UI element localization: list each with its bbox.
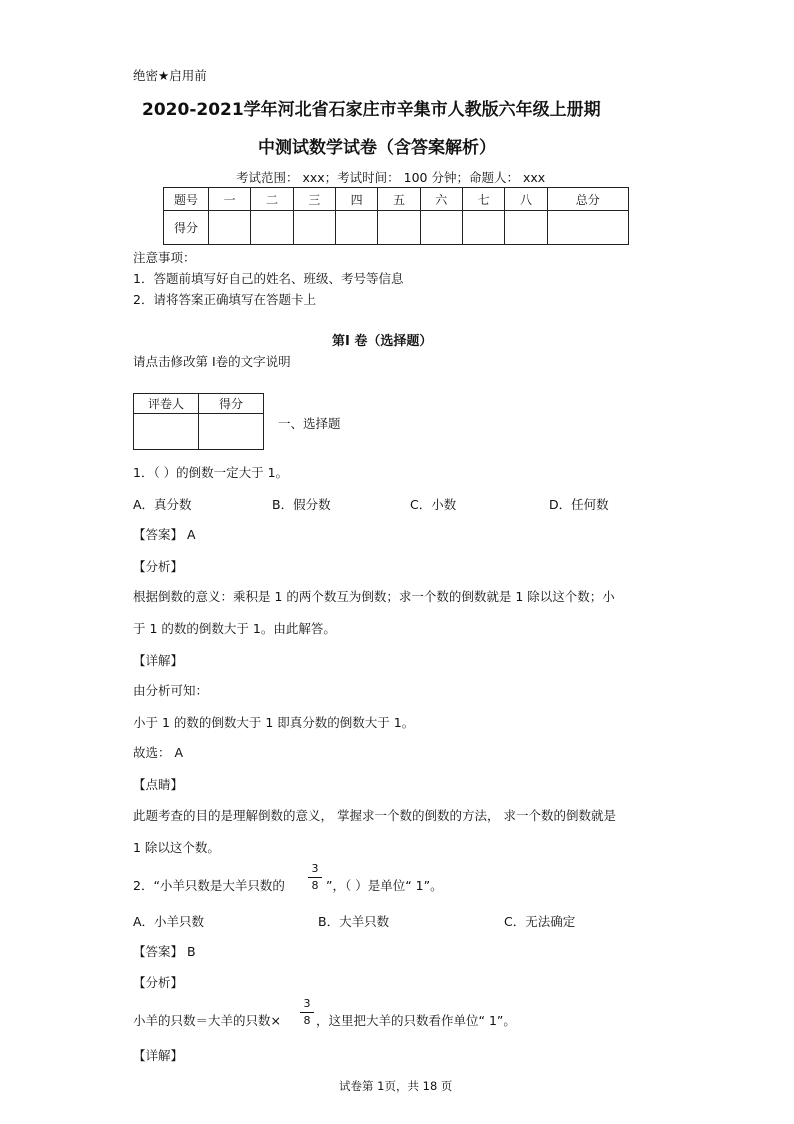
score-cell bbox=[505, 211, 547, 245]
question-stem-cont: ”，（ ）是单位“ 1”。 bbox=[326, 878, 443, 893]
answer-label: 【答案】 A bbox=[133, 527, 196, 542]
exam-info: 考试范围： xxx；考试时间： 100 分钟；命题人： xxx bbox=[236, 170, 546, 185]
score-cell bbox=[462, 211, 504, 245]
option-a: A．小羊只数 bbox=[133, 914, 205, 929]
part-title: 一、选择题 bbox=[278, 416, 341, 431]
score-cell bbox=[251, 211, 293, 245]
volume-note: 请点击修改第 Ⅰ卷的文字说明 bbox=[133, 354, 291, 369]
answer-label: 【答案】 B bbox=[133, 944, 196, 959]
confidential-label: 绝密★启用前 bbox=[133, 68, 207, 83]
fraction-denominator: 8 bbox=[303, 1014, 311, 1027]
option-c: C．小数 bbox=[410, 497, 457, 512]
fraction-numerator: 3 bbox=[303, 997, 311, 1010]
grader-header-cell: 评卷人 bbox=[134, 394, 199, 414]
grader-cell bbox=[199, 414, 264, 450]
score-cell bbox=[420, 211, 462, 245]
score-table-header-cell: 总分 bbox=[547, 188, 628, 211]
question-stem: 2．“小羊只数是大羊只数的 bbox=[133, 878, 285, 893]
score-table-row-label: 得分 bbox=[164, 211, 209, 245]
option-d: D．任何数 bbox=[549, 497, 609, 512]
detail-heading: 【详解】 bbox=[133, 653, 184, 668]
score-cell bbox=[209, 211, 251, 245]
analysis-text: 小羊的只数＝大羊的只数× bbox=[133, 1013, 281, 1028]
grader-table bbox=[133, 393, 264, 450]
score-cell bbox=[335, 211, 377, 245]
page-subtitle: 中测试数学试卷（含答案解析） bbox=[258, 138, 496, 158]
score-table-header-cell: 三 bbox=[293, 188, 335, 211]
score-table-header-cell: 五 bbox=[378, 188, 420, 211]
analysis-heading: 【分析】 bbox=[133, 975, 184, 990]
comment-heading: 【点睛】 bbox=[133, 777, 184, 792]
fraction-denominator: 8 bbox=[311, 879, 319, 892]
question-stem: 1．（ ）的倒数一定大于 1。 bbox=[133, 465, 289, 480]
comment-text: 此题考查的目的是理解倒数的意义， 掌握求一个数的倒数的方法， 求一个数的倒数就是 bbox=[133, 808, 616, 823]
score-table-header-cell: 六 bbox=[420, 188, 462, 211]
option-b: B．大羊只数 bbox=[318, 914, 390, 929]
score-table-header-cell: 八 bbox=[505, 188, 547, 211]
comment-text: 1 除以这个数。 bbox=[133, 840, 220, 855]
score-table bbox=[163, 187, 629, 245]
volume-title: 第Ⅰ 卷（选择题） bbox=[332, 334, 433, 349]
option-c: C．无法确定 bbox=[504, 914, 576, 929]
score-table-header-cell: 四 bbox=[335, 188, 377, 211]
detail-heading: 【详解】 bbox=[133, 1048, 184, 1063]
detail-text: 由分析可知： bbox=[133, 683, 209, 698]
option-a: A．真分数 bbox=[133, 497, 192, 512]
page-footer: 试卷第 1页，共 18 页 bbox=[339, 1079, 453, 1093]
score-table-header-cell: 七 bbox=[462, 188, 504, 211]
analysis-text: 根据倒数的意义：乘积是 1 的两个数互为倒数；求一个数的倒数就是 1 除以这个数；小 bbox=[133, 589, 615, 604]
grader-cell bbox=[134, 414, 199, 450]
score-table-header-cell: 题号 bbox=[164, 188, 209, 211]
notice-heading: 注意事项： bbox=[133, 250, 196, 265]
fraction-numerator: 3 bbox=[311, 862, 319, 875]
page-title: 2020-2021学年河北省石家庄市辛集市人教版六年级上册期 bbox=[142, 100, 601, 120]
detail-text: 小于 1 的数的倒数大于 1 即真分数的倒数大于 1。 bbox=[133, 715, 415, 730]
fraction bbox=[308, 862, 322, 893]
score-table-header-cell: 二 bbox=[251, 188, 293, 211]
score-cell bbox=[547, 211, 628, 245]
notice-item: 2．请将答案正确填写在答题卡上 bbox=[133, 292, 316, 307]
notice-item: 1．答题前填写好自己的姓名、班级、考号等信息 bbox=[133, 271, 404, 286]
analysis-text-cont: ，这里把大羊的只数看作单位“ 1”。 bbox=[316, 1013, 516, 1028]
score-cell bbox=[293, 211, 335, 245]
score-table-header-cell: 一 bbox=[209, 188, 251, 211]
analysis-text: 于 1 的数的倒数大于 1。由此解答。 bbox=[133, 621, 336, 636]
grader-header-cell: 得分 bbox=[199, 394, 264, 414]
score-cell bbox=[378, 211, 420, 245]
detail-text: 故选： A bbox=[133, 745, 184, 760]
fraction bbox=[300, 997, 314, 1028]
option-b: B．假分数 bbox=[272, 497, 331, 512]
analysis-heading: 【分析】 bbox=[133, 559, 184, 574]
